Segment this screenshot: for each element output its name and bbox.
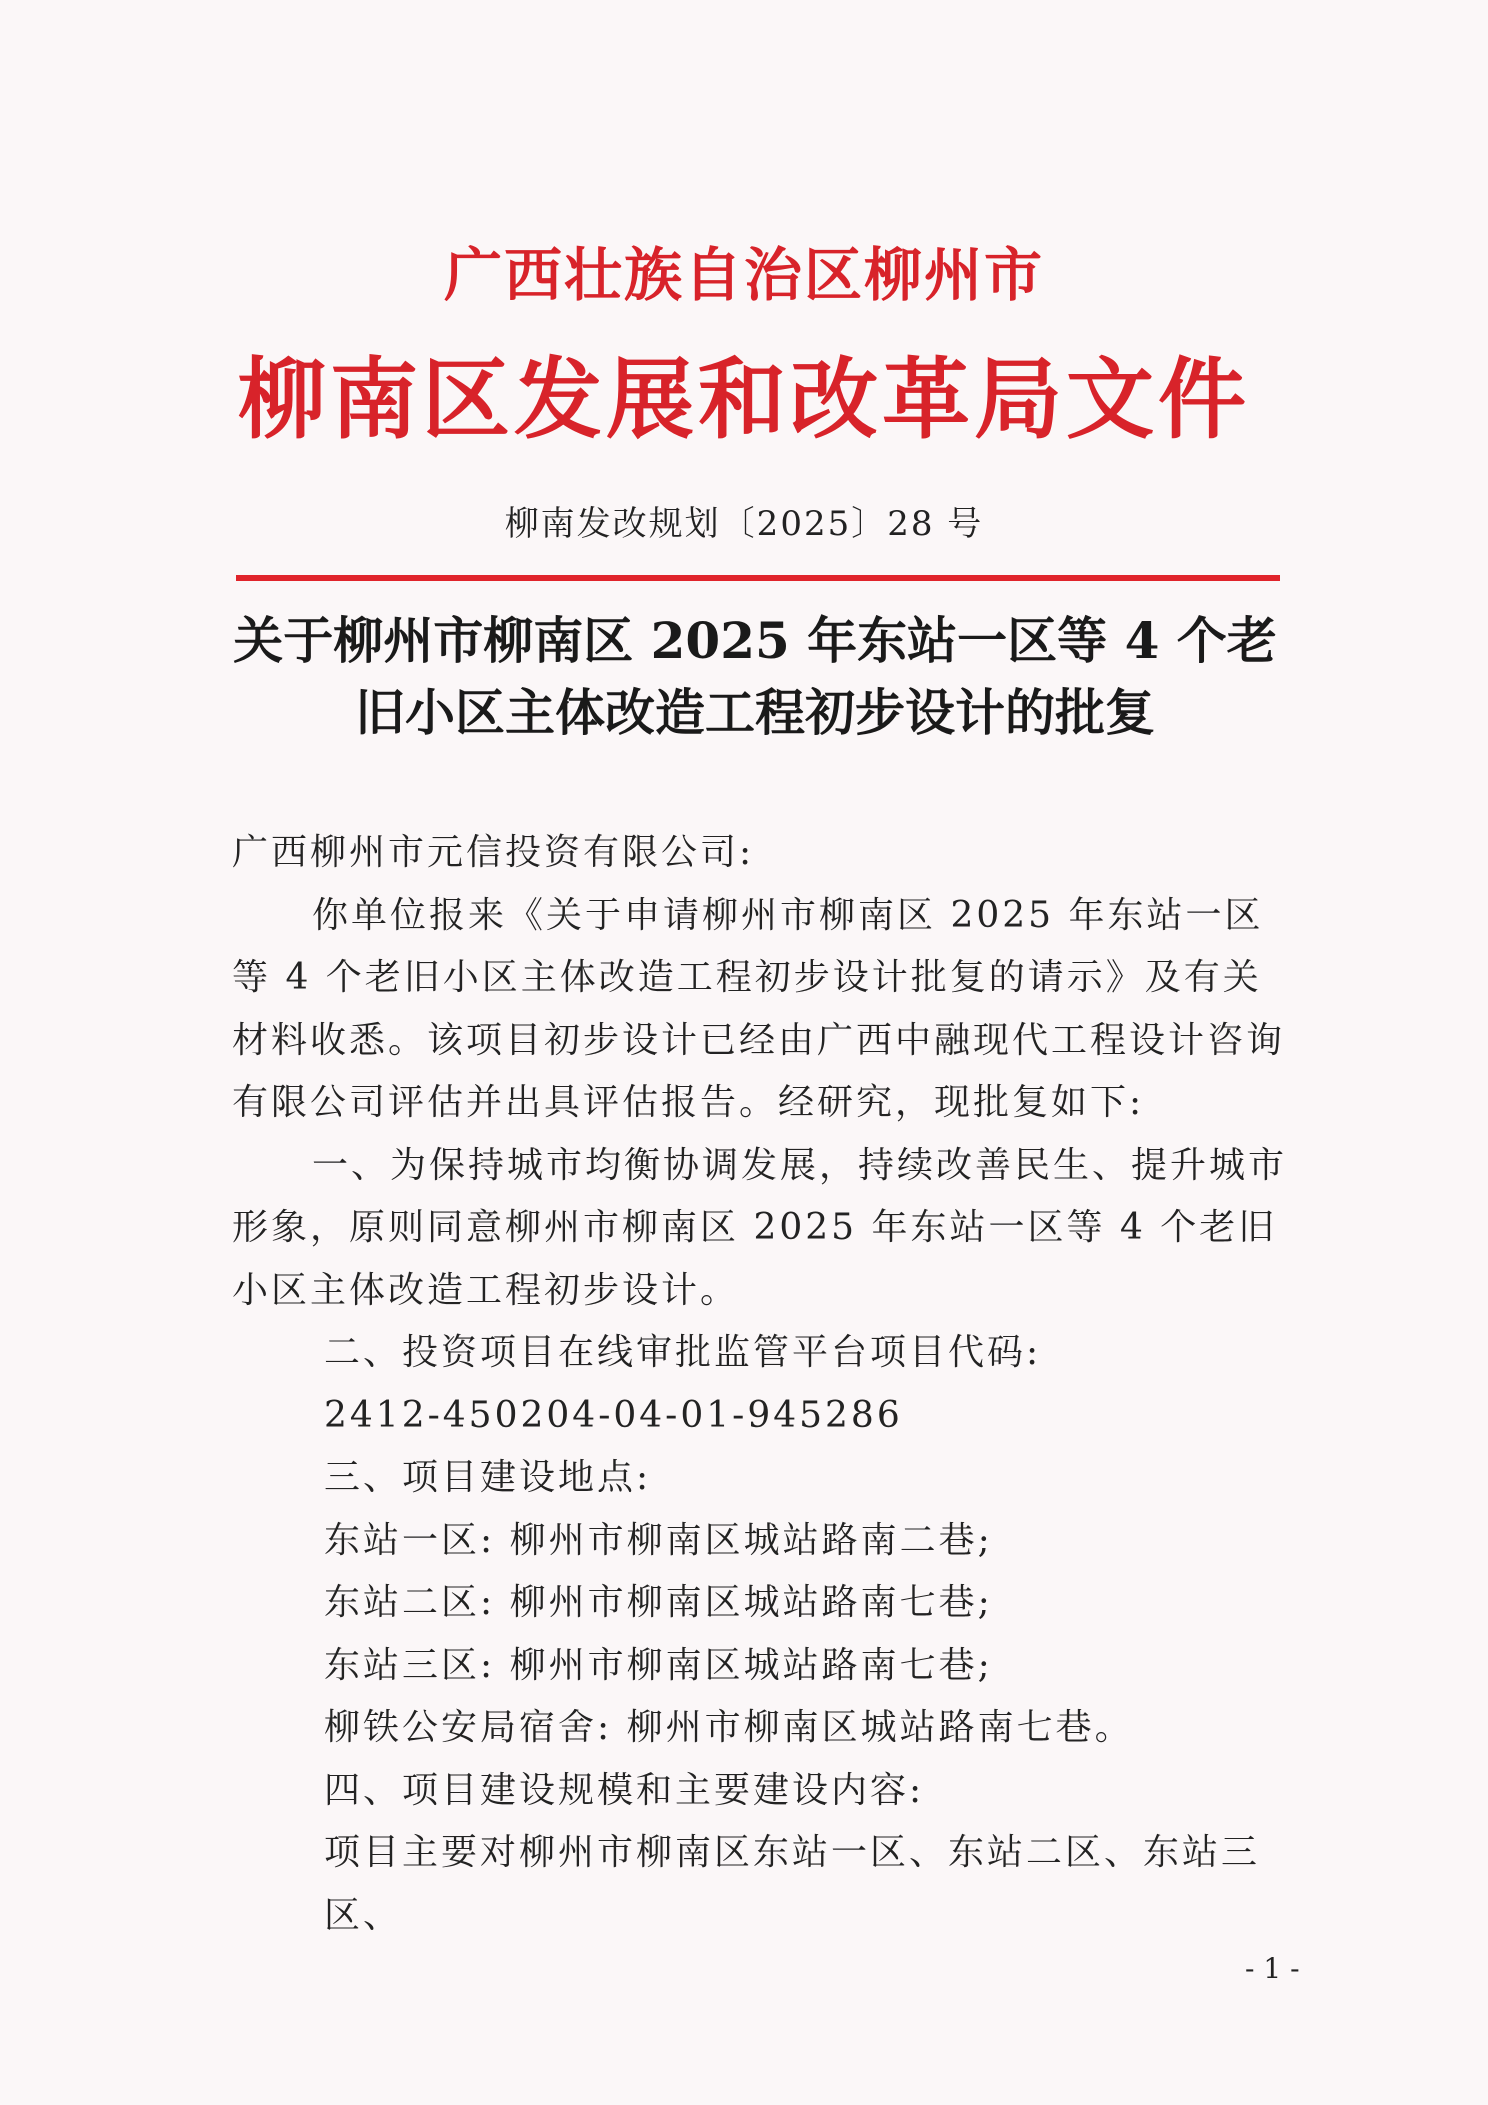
title-line-1: 关于柳州市柳南区 2025 年东站一区等 4 个老: [233, 611, 1277, 670]
paragraph-item-2-heading: 二、投资项目在线审批监管平台项目代码:: [324, 1332, 1042, 1373]
document-title: [200, 605, 1310, 749]
paragraph-item-1: 一、为保持城市均衡协调发展，持续改善民生、提升城市形象，原则同意柳州市柳南区 2025 年东站一区等 4 个老旧小区主体改造工程初步设计。: [232, 1144, 1288, 1311]
project-code: 2412-450204-04-01-945286: [324, 1394, 903, 1436]
page-number: - 1 -: [1245, 1952, 1300, 1985]
paragraph-item-3-heading: 三、项目建设地点:: [324, 1457, 652, 1498]
location-item: 东站一区: 柳州市柳南区城站路南二巷;: [324, 1519, 993, 1561]
document-number: 柳南发改规划〔2025〕28 号: [504, 504, 984, 544]
issuing-region: 广西壮族自治区柳州市: [443, 241, 1044, 309]
document-body: [232, 822, 1294, 1947]
paragraph-intro: 你单位报来《关于申请柳州市柳南区 2025 年东站一区等 4 个老旧小区主体改造工程初步设计批复的请示》及有关材料收悉。该项目初步设计已经由广西中融现代工程设计咨询有限公司评估并出具评估报告。经研究，现批复如下:: [232, 894, 1286, 1123]
red-separator-line: [236, 575, 1280, 581]
issuing-agency-title: 柳南区发展和改革局文件: [237, 347, 1250, 451]
location-item: 东站三区: 柳州市柳南区城站路南七巷;: [324, 1644, 993, 1686]
location-item: 东站二区: 柳州市柳南区城站路南七巷;: [324, 1582, 993, 1623]
title-line-2: 旧小区主体改造工程初步设计的批复: [355, 683, 1155, 742]
addressee: 广西柳州市元信投资有限公司:: [232, 832, 755, 873]
location-item: 柳铁公安局宿舍: 柳州市柳南区城站路南七巷。: [324, 1707, 1134, 1748]
paragraph-item-4-heading: 四、项目建设规模和主要建设内容:: [324, 1769, 925, 1811]
paragraph-item-4-text: 项目主要对柳州市柳南区东站一区、东站二区、东站三区、: [324, 1832, 1261, 1936]
